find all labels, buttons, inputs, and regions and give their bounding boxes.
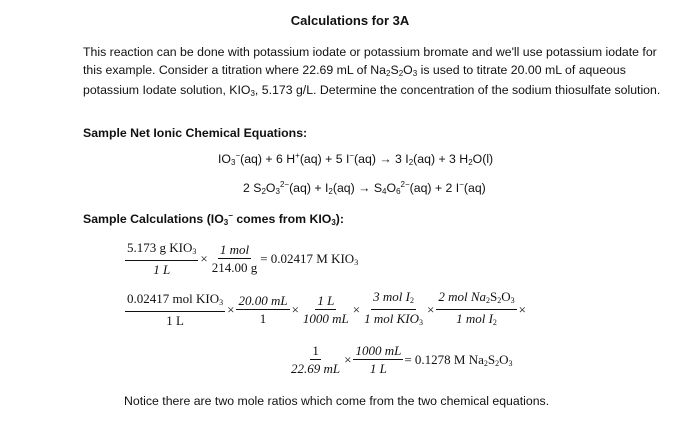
times-sign: × [344, 351, 352, 367]
intro-paragraph: This reaction can be done with potassium iodate or potassium bromate and we'll use potassium iodate for this example. Consider a titration where 22.69 mL of $Na_2S_2O_3$ is used to titrate 20.00 mL of aqueous potassium Iodate solution, $KIO_3$, 5.173 g/L. Determine the concentration of the sodium thiosulfate solution. [83, 45, 661, 98]
calc-3-result: = 0.1278 M $Na_2S_2O_3$ [404, 351, 513, 368]
times-sign: × [518, 301, 526, 317]
fraction: $\frac{1}{22.69 mL}$ [291, 343, 341, 376]
times-sign: × [352, 301, 361, 317]
equation-2: 2 $S_2O_3^{2-}(aq) + I_2(aq) \to S_4O_6^{2-}(aq) + 2$ I−(aq) [243, 180, 486, 196]
calculation-2 [124, 289, 527, 330]
calc-1-result: = 0.02417 M $KIO_3$ [260, 250, 359, 267]
times-sign: × [227, 301, 235, 317]
fraction: $\frac{5.173 g KIO_3}{1 L}$ [127, 240, 197, 277]
calculation-1 [124, 240, 358, 277]
note-text: Notice there are two mole ratios which come from the two chemical equations. [124, 394, 550, 408]
equation-1: $IO_3^-(aq) + 6$ H+(aq) + 5 I−(aq) → 3 $I_2(aq) + 3$ $H_2O(l)$ [218, 151, 494, 167]
calculations-heading: Sample Calculations ($IO_3^-$ comes from $KIO_3$): [83, 211, 344, 227]
page-title: Calculations for 3A [290, 13, 410, 28]
calculation-3 [288, 343, 513, 376]
fraction: $\frac{\text{1 mol}}{214.00 g}$ [211, 242, 258, 275]
fraction: $\frac{1 L}{1000 mL}$ [302, 293, 349, 326]
times-sign: × [291, 301, 299, 317]
times-sign: × [427, 301, 435, 317]
equations-heading: Sample Net Ionic Chemical Equations: [83, 126, 308, 140]
fraction: $\frac{0.02417 mol KIO_3}{1 L}$ [127, 291, 224, 328]
fraction: $\frac{1000 mL}{1 L}$ [355, 343, 402, 376]
fraction: $\frac{20.00 mL}{1}$ [238, 293, 288, 326]
fraction: $\frac{3 mol I_2}{1 mol KIO_3}$ [364, 289, 424, 327]
fraction: $\frac{2 mol Na_2S_2O_3}{1 mol I_2}$ [438, 289, 515, 327]
times-sign: × [200, 250, 208, 266]
